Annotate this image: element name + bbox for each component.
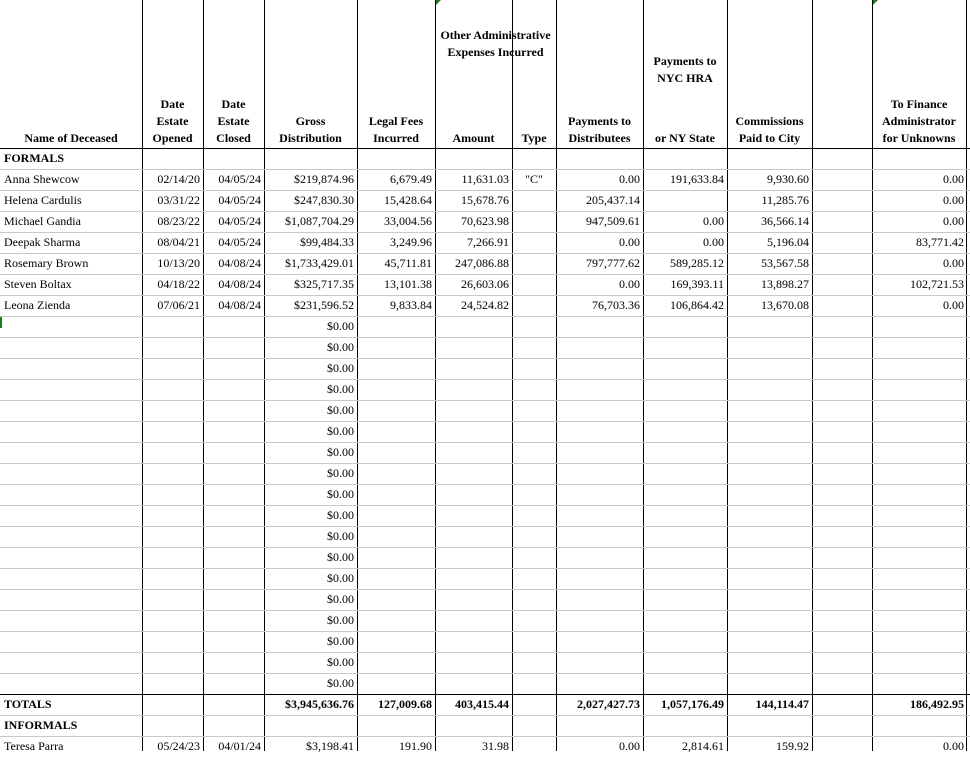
cell-closed[interactable]: 04/05/24 [218, 172, 261, 186]
cell-finance[interactable]: 0.00 [943, 256, 964, 270]
cell-gross[interactable]: $0.00 [327, 445, 354, 459]
totals-finance[interactable]: 186,492.95 [910, 697, 964, 711]
cell-finance[interactable]: 0.00 [943, 214, 964, 228]
cell-amount[interactable]: 70,623.98 [461, 214, 509, 228]
header-border [0, 148, 970, 149]
cell-comm[interactable]: 36,566.14 [761, 214, 809, 228]
totals-amount[interactable]: 403,415.44 [455, 697, 509, 711]
header-opened-1: Date [160, 97, 185, 111]
header-comm-2: Paid to City [738, 131, 801, 145]
cell-closed[interactable]: 04/05/24 [218, 235, 261, 249]
cell-opened[interactable]: 08/04/21 [157, 235, 200, 249]
cell-gross[interactable]: $0.00 [327, 424, 354, 438]
header-gross-1: Gross [295, 114, 326, 128]
cell-opened[interactable]: 04/18/22 [157, 277, 200, 291]
cell-gross[interactable]: $0.00 [327, 508, 354, 522]
col-border [512, 0, 513, 751]
header-opened-3: Opened [152, 131, 193, 145]
cell-gross[interactable]: $0.00 [327, 361, 354, 375]
row-border [0, 568, 970, 569]
cell-type[interactable] [512, 211, 556, 232]
row-border [0, 547, 970, 548]
header-hra-2: NYC HRA [657, 71, 713, 85]
cell-gross[interactable]: $1,733,429.01 [285, 256, 354, 270]
cell-comm[interactable]: 53,567.58 [761, 256, 809, 270]
cell-legal[interactable]: 33,004.56 [384, 214, 432, 228]
header-closed-3: Closed [216, 131, 251, 145]
cell-legal[interactable]: 45,711.81 [384, 256, 432, 270]
cell-dist[interactable]: 0.00 [619, 172, 640, 186]
header-closed-2: Estate [217, 114, 250, 128]
cell-name[interactable]: Steven Boltax [4, 277, 72, 291]
cell-closed[interactable]: 04/08/24 [218, 298, 261, 312]
header-other-2: Expenses Incurred [447, 45, 544, 59]
col-border [966, 0, 967, 751]
totals-gross[interactable]: $3,945,636.76 [285, 697, 354, 711]
cell-finance[interactable]: 102,721.53 [910, 277, 964, 291]
cell-closed[interactable]: 04/01/24 [218, 739, 261, 753]
header-amount: Amount [452, 131, 495, 145]
col-border [643, 0, 644, 751]
cell-finance[interactable]: 0.00 [943, 193, 964, 207]
cell-gross[interactable]: $219,874.96 [294, 172, 354, 186]
row-border [0, 379, 970, 380]
cell-hra[interactable] [643, 190, 724, 211]
cell-amount[interactable]: 11,631.03 [461, 172, 509, 186]
cell-name[interactable]: Helena Cardulis [4, 193, 82, 207]
cell-dist[interactable]: 205,437.14 [586, 193, 640, 207]
cell-dist[interactable]: 0.00 [619, 277, 640, 291]
cell-amount[interactable]: 24,524.82 [461, 298, 509, 312]
cell-gross[interactable]: $0.00 [327, 382, 354, 396]
row-border [0, 358, 970, 359]
cell-hra[interactable]: 2,814.61 [682, 739, 724, 753]
cell-legal[interactable]: 6,679.49 [390, 172, 432, 186]
cell-type[interactable] [512, 736, 556, 757]
totals-label[interactable]: TOTALS [4, 697, 52, 711]
cell-gross[interactable]: $325,717.35 [294, 277, 354, 291]
totals-legal[interactable]: 127,009.68 [378, 697, 432, 711]
cell-legal[interactable]: 13,101.38 [384, 277, 432, 291]
cell-gross[interactable]: $99,484.33 [300, 235, 354, 249]
cell-name[interactable]: Leona Zienda [4, 298, 71, 312]
cell-hra[interactable]: 0.00 [703, 235, 724, 249]
cell-finance[interactable]: 0.00 [943, 739, 964, 753]
header-finance-2: Administrator [882, 114, 956, 128]
cell-comment-marker [436, 0, 441, 5]
cell-gross[interactable]: $0.00 [327, 487, 354, 501]
cell-gross[interactable]: $0.00 [327, 319, 354, 333]
header-name: Name of Deceased [24, 131, 118, 145]
cell-opened[interactable]: 10/13/20 [157, 256, 200, 270]
cell-opened[interactable]: 05/24/23 [157, 739, 200, 753]
cell-name[interactable]: Michael Gandia [4, 214, 81, 228]
section-formals: FORMALS [4, 151, 64, 165]
cell-opened[interactable]: 07/06/21 [157, 298, 200, 312]
cell-name[interactable]: Teresa Parra [4, 739, 64, 753]
cell-type[interactable] [512, 253, 556, 274]
cell-gross[interactable]: $3,198.41 [306, 739, 354, 753]
row-border [0, 610, 970, 611]
cell-hra[interactable]: 589,285.12 [670, 256, 724, 270]
cell-dist[interactable]: 797,777.62 [586, 256, 640, 270]
totals-comm[interactable]: 144,114.47 [755, 697, 809, 711]
cell-cursor-marker [0, 316, 7, 328]
header-closed-1: Date [221, 97, 246, 111]
row-border [0, 400, 970, 401]
cell-opened[interactable]: 02/14/20 [157, 172, 200, 186]
row-border [0, 715, 970, 716]
cell-legal[interactable]: 9,833.84 [390, 298, 432, 312]
totals-dist[interactable]: 2,027,427.73 [577, 697, 640, 711]
row-border [0, 463, 970, 464]
header-dist-2: Distributees [568, 131, 631, 145]
header-hra-1: Payments to [653, 54, 717, 68]
totals-hra[interactable]: 1,057,176.49 [661, 697, 724, 711]
row-border [0, 652, 970, 653]
cell-name[interactable]: Deepak Sharma [4, 235, 81, 249]
header-finance-3: for Unknowns [882, 131, 956, 145]
cell-comm[interactable]: 159.92 [776, 739, 809, 753]
cell-type[interactable] [512, 232, 556, 253]
cell-amount[interactable]: 7,266.91 [467, 235, 509, 249]
cell-name[interactable]: Anna Shewcow [4, 172, 80, 186]
header-finance-1: To Finance [890, 97, 948, 111]
cell-legal[interactable]: 15,428.64 [384, 193, 432, 207]
cell-dist[interactable]: 0.00 [619, 739, 640, 753]
cell-type[interactable] [512, 274, 556, 295]
col-border [435, 0, 436, 751]
cell-closed[interactable]: 04/05/24 [218, 214, 261, 228]
cell-closed[interactable]: 04/08/24 [218, 277, 261, 291]
header-gross-2: Distribution [279, 131, 342, 145]
cell-finance[interactable]: 83,771.42 [916, 235, 964, 249]
cell-closed[interactable]: 04/05/24 [218, 193, 261, 207]
cell-gross[interactable]: $1,087,704.29 [285, 214, 354, 228]
cell-gross[interactable]: $231,596.52 [294, 298, 354, 312]
cell-hra[interactable]: 169,393.11 [670, 277, 724, 291]
row-border [0, 526, 970, 527]
cell-gross[interactable]: $0.00 [327, 592, 354, 606]
cell-hra[interactable]: 0.00 [703, 214, 724, 228]
row-border [0, 316, 970, 317]
row-border [0, 337, 970, 338]
cell-legal[interactable]: 3,249.96 [390, 235, 432, 249]
cell-comm[interactable]: 11,285.76 [761, 193, 809, 207]
cell-amount[interactable]: 26,603.06 [461, 277, 509, 291]
cell-gross[interactable]: $247,830.30 [294, 193, 354, 207]
cell-amount[interactable]: 15,678.76 [461, 193, 509, 207]
cell-hra[interactable]: 191,633.84 [670, 172, 724, 186]
cell-amount[interactable]: 31.98 [482, 739, 509, 753]
header-hra-3: or NY State [655, 131, 715, 145]
cell-type[interactable]: "C" [525, 172, 543, 186]
cell-amount[interactable]: 247,086.88 [455, 256, 509, 270]
cell-gross[interactable]: $0.00 [327, 340, 354, 354]
cell-gross[interactable]: $0.00 [327, 655, 354, 669]
cell-dist[interactable]: 947,509.61 [586, 214, 640, 228]
cell-comm[interactable]: 13,898.27 [761, 277, 809, 291]
cell-type[interactable] [512, 190, 556, 211]
cell-gross[interactable]: $0.00 [327, 676, 354, 690]
cell-comment-marker [873, 0, 878, 5]
cell-dist[interactable]: 0.00 [619, 235, 640, 249]
row-border [0, 505, 970, 506]
header-opened-2: Estate [156, 114, 189, 128]
cell-gross[interactable]: $0.00 [327, 550, 354, 564]
cell-hra[interactable]: 106,864.42 [670, 298, 724, 312]
cell-dist[interactable]: 76,703.36 [592, 298, 640, 312]
cell-gross[interactable]: $0.00 [327, 634, 354, 648]
row-border [0, 442, 970, 443]
cell-closed[interactable]: 04/08/24 [218, 256, 261, 270]
row-border [0, 589, 970, 590]
header-legal-1: Legal Fees [368, 114, 424, 128]
row-border [0, 631, 970, 632]
cell-gross[interactable]: $0.00 [327, 466, 354, 480]
row-border [0, 421, 970, 422]
header-comm-1: Commissions [735, 114, 804, 128]
section-informals: INFORMALS [4, 718, 78, 732]
row-border [0, 484, 970, 485]
header-other-1: Other Administrative [440, 28, 551, 42]
cell-gross[interactable]: $0.00 [327, 529, 354, 543]
cell-opened[interactable]: 03/31/22 [157, 193, 200, 207]
cell-comm[interactable]: 13,670.08 [761, 298, 809, 312]
cell-comm[interactable]: 5,196.04 [767, 235, 809, 249]
cell-gross[interactable]: $0.00 [327, 403, 354, 417]
cell-finance[interactable]: 0.00 [943, 172, 964, 186]
cell-comm[interactable]: 9,930.60 [767, 172, 809, 186]
cell-type[interactable] [512, 295, 556, 316]
cell-name[interactable]: Rosemary Brown [4, 256, 89, 270]
cell-finance[interactable]: 0.00 [943, 298, 964, 312]
row-border [0, 673, 970, 674]
header-legal-2: Incurred [373, 131, 419, 145]
cell-legal[interactable]: 191.90 [399, 739, 432, 753]
header-type: Type [521, 131, 547, 145]
cell-gross[interactable]: $0.00 [327, 571, 354, 585]
cell-gross[interactable]: $0.00 [327, 613, 354, 627]
cell-opened[interactable]: 08/23/22 [157, 214, 200, 228]
col-border [812, 0, 813, 751]
header-dist-1: Payments to [568, 114, 631, 128]
